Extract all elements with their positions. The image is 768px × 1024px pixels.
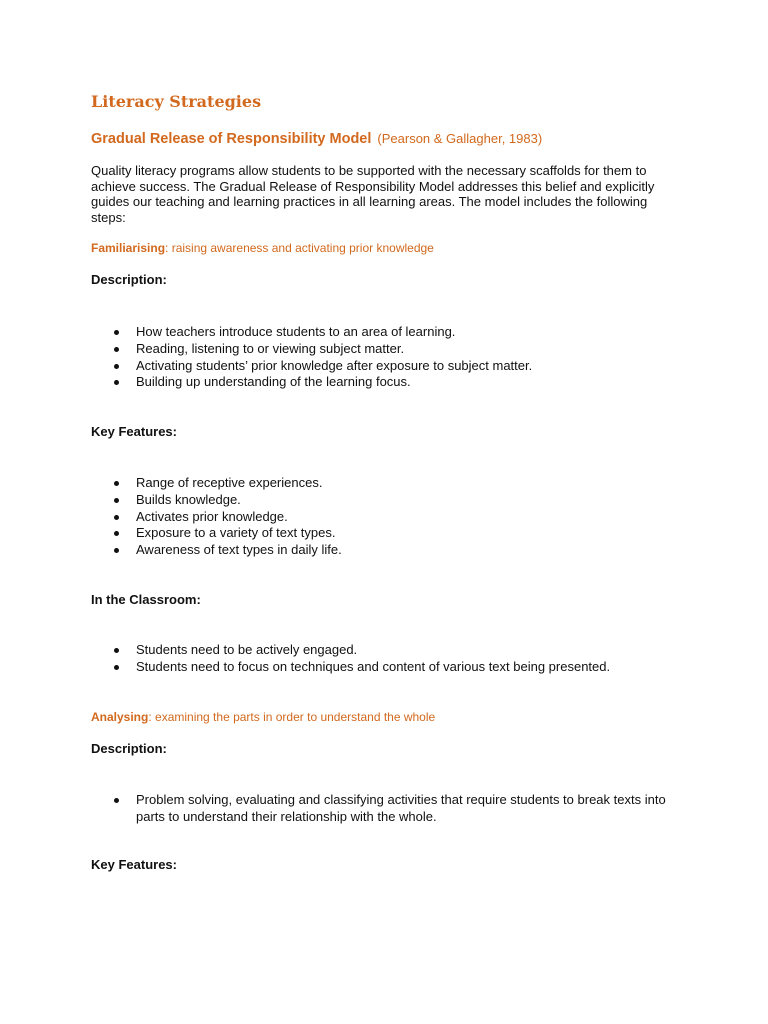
bullet-icon (114, 798, 119, 803)
analysing-description-heading: Description: (91, 741, 167, 756)
list-item: Problem solving, evaluating and classifying activities that require students to break texts into parts to understand their relationship with the whole. (91, 792, 691, 826)
bullet-icon (114, 481, 119, 486)
familiarising-classroom-heading: In the Classroom: (91, 592, 201, 607)
model-name: Gradual Release of Responsibility Model (91, 131, 372, 147)
bullet-icon (114, 364, 119, 369)
step-familiarising-heading (91, 241, 434, 255)
step-analysing-heading (91, 710, 435, 724)
list-item: Students need to focus on techniques and content of various text being presented. (91, 659, 691, 676)
list-item: Exposure to a variety of text types. (91, 525, 691, 542)
list-item: Students need to be actively engaged. (91, 642, 691, 659)
list-item: Builds knowledge. (91, 492, 691, 509)
list-item: Range of receptive experiences. (91, 475, 691, 492)
bullet-icon (114, 648, 119, 653)
step-name: Analysing (91, 710, 149, 724)
bullet-icon (114, 498, 119, 503)
bullet-icon (114, 515, 119, 520)
familiarising-description-list (91, 324, 691, 391)
step-definition: : examining the parts in order to understand the whole (148, 710, 436, 724)
analysing-description-list (91, 792, 691, 826)
familiarising-description-heading: Description: (91, 272, 167, 287)
step-name: Familiarising (91, 241, 166, 255)
list-item: Activates prior knowledge. (91, 509, 691, 526)
bullet-icon (114, 347, 119, 352)
bullet-icon (114, 380, 119, 385)
bullet-icon (114, 665, 119, 670)
step-definition: : raising awareness and activating prior knowledge (165, 241, 434, 255)
citation: (Pearson & Gallagher, 1983) (377, 131, 543, 146)
list-item: Building up understanding of the learning focus. (91, 374, 691, 391)
intro-paragraph: Quality literacy programs allow students to be supported with the necessary scaffolds for them to achieve success. The Gradual Release of Responsibility Model addresses this belief and explicitly guides our teaching and learning practices in all learning areas. The model includes the following steps: (91, 163, 655, 225)
bullet-icon (114, 531, 119, 536)
familiarising-classroom-list (91, 642, 691, 676)
list-item: How teachers introduce students to an area of learning. (91, 324, 691, 341)
familiarising-features-heading: Key Features: (91, 424, 177, 439)
bullet-icon (114, 548, 119, 553)
document-title: Literacy Strategies (91, 92, 262, 111)
analysing-features-heading: Key Features: (91, 857, 177, 872)
bullet-icon (114, 330, 119, 335)
list-item: Activating students’ prior knowledge after exposure to subject matter. (91, 358, 691, 375)
familiarising-features-list (91, 475, 691, 559)
list-item: Reading, listening to or viewing subject matter. (91, 341, 691, 358)
model-subtitle (91, 130, 542, 148)
list-item: Awareness of text types in daily life. (91, 542, 691, 559)
